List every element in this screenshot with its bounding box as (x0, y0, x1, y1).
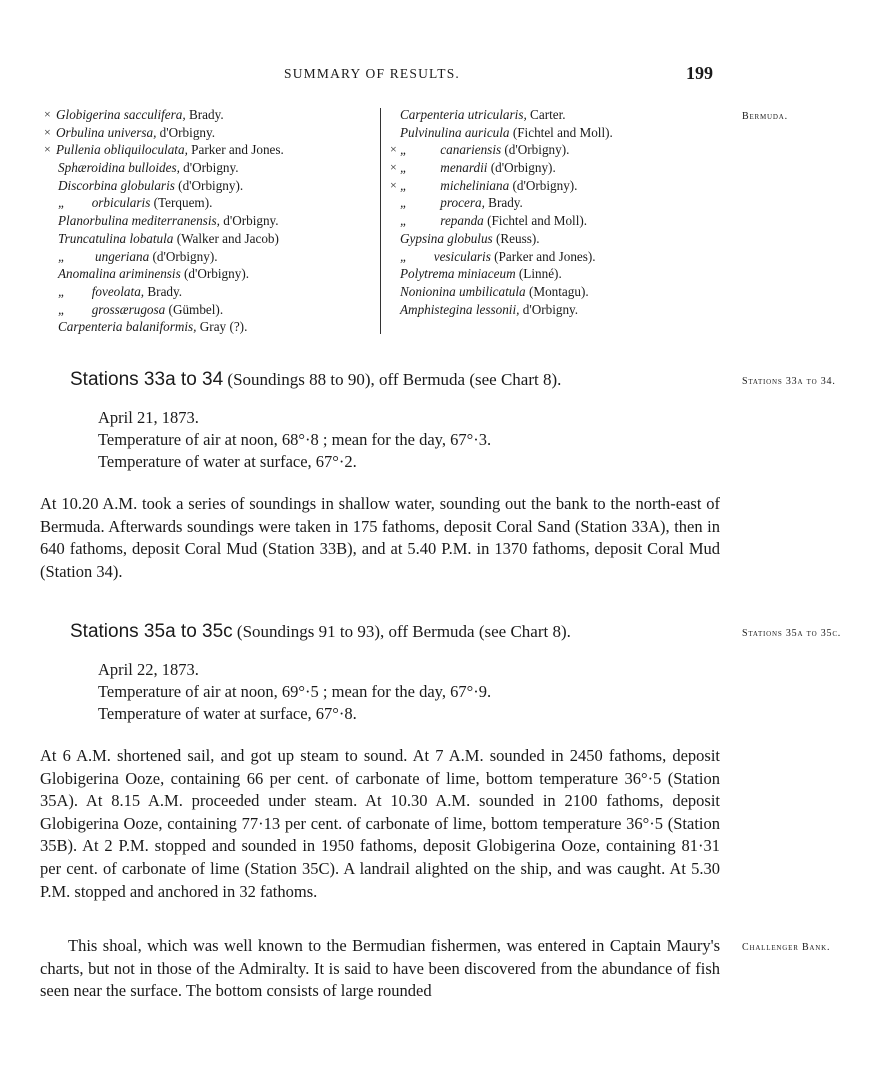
species-authority: d'Orbigny. (179, 160, 239, 176)
species-entry (44, 124, 380, 142)
species-name: „ micheliniana (400, 177, 510, 193)
species-entry (44, 265, 380, 283)
species-authority: (d'Orbigny). (180, 266, 250, 282)
air-temperature: Temperature of air at noon, 68°·8 ; mean for the day, 67°·3. (98, 430, 492, 449)
species-entry (44, 248, 380, 266)
species-name: Truncatulina lobatula (58, 230, 174, 246)
species-authority: (Terquem). (150, 195, 213, 211)
heading-details: (Soundings 88 to 90), off Bermuda (see Chart 8). (223, 370, 562, 389)
species-name: Anomalina ariminensis (58, 266, 181, 282)
species-entry (44, 141, 380, 159)
species-mark: × (390, 160, 397, 175)
observations-block (98, 659, 491, 725)
observations-block (98, 407, 491, 473)
header-title: SUMMARY OF RESULTS. (284, 66, 460, 81)
species-authority: d'Orbigny. (519, 301, 579, 317)
station-label: Stations 33a to 34 (70, 369, 224, 390)
species-entry (388, 194, 688, 212)
water-temperature: Temperature of water at surface, 67°·8. (98, 704, 357, 723)
paragraph-stations-35: At 6 A.M. shortened sail, and got up steam to sound. At 7 A.M. sounded in 2450 fathoms, deposit Globigerina Ooze, containing 66 per cent. of carbonate of lime, bottom temperature 36°·5 (Station 35A). At 8.15 A.M. proceeded under steam. At 10.30 A.M. sounded in 2100 fathoms, deposit Globigerina Ooze, containing 77·13 per cent. of carbonate of lime, bottom temperature 36°·5 (Station 35B). At 2 P.M. stopped and sounded in 1950 fathoms, deposit Globigerina Ooze, containing 81·31 per cent. of carbonate of lime (Station 35C). A landrail alighted on the ship, and was caught. At 5.30 P.M. stopped and anchored in 32 fathoms. (40, 746, 720, 901)
species-name: Polytrema miniaceum (400, 266, 516, 282)
species-name: Planorbulina mediterranensis, (58, 213, 220, 229)
species-entry (44, 283, 380, 301)
species-name: „ ungeriana (58, 248, 150, 264)
section-heading-stations-35 (70, 621, 571, 643)
species-entry (388, 159, 688, 177)
species-entry (44, 194, 380, 212)
species-name: Orbulina universa, (56, 124, 157, 140)
air-temperature: Temperature of air at noon, 69°·5 ; mean for the day, 67°·9. (98, 682, 492, 701)
paragraph-challenger-bank: This shoal, which was well known to the Bermudian fishermen, was entered in Captain Maury's charts, but not in those of the Admiralty. It is said to have been discovered from the abundance of fish seen near the surface. The bottom consists of large rounded (40, 936, 720, 1001)
species-authority: Brady. (484, 195, 523, 211)
species-authority: Brady. (144, 283, 183, 299)
species-entry (388, 177, 688, 195)
observation-date: April 22, 1873. (98, 660, 199, 679)
species-entry (388, 106, 688, 124)
species-name: „ canariensis (400, 142, 502, 158)
species-authority: (Montagu). (525, 283, 589, 299)
species-name: „ repanda (400, 213, 484, 229)
species-entry (44, 212, 380, 230)
species-authority: d'Orbigny. (156, 124, 216, 140)
species-entry (388, 124, 688, 142)
species-name: „ procera, (400, 195, 485, 211)
water-temperature: Temperature of water at surface, 67°·2. (98, 452, 357, 471)
species-authority: (d'Orbigny). (174, 177, 244, 193)
running-header (0, 63, 880, 86)
species-authority: Parker and Jones. (187, 142, 284, 158)
species-entry (44, 177, 380, 195)
section-heading-stations-33 (70, 369, 561, 391)
species-entry (44, 301, 380, 319)
species-authority: (Fichtel and Moll). (483, 213, 588, 229)
species-entry (44, 159, 380, 177)
species-authority: Gray (?). (196, 319, 248, 335)
species-mark: × (44, 124, 51, 139)
species-mark: × (390, 177, 397, 192)
species-authority: (d'Orbigny). (487, 160, 556, 176)
species-name: Carpenteria utricularis, (400, 107, 527, 122)
species-entry (44, 318, 380, 336)
species-name: Discorbina globularis (58, 177, 175, 193)
sidenote-stations-35: Stations 35a to 35c. (742, 628, 842, 639)
species-name: Pullenia obliquiloculata, (56, 142, 188, 158)
species-entry (388, 230, 688, 248)
sidenote-bermuda: Bermuda. (742, 111, 788, 122)
species-list-left (44, 106, 380, 336)
species-entry (388, 283, 688, 301)
species-authority: (d'Orbigny). (501, 142, 570, 158)
species-entry (388, 248, 688, 266)
species-entry (44, 230, 380, 248)
species-name: Amphistegina lessonii, (400, 301, 520, 317)
page-number: 199 (686, 63, 713, 83)
species-name: Nonionina umbilicatula (400, 283, 526, 299)
species-authority: Carter. (526, 107, 566, 122)
species-entry (388, 141, 688, 159)
species-entry (388, 265, 688, 283)
species-authority: (Gümbel). (165, 301, 224, 317)
species-name: Gypsina globulus (400, 230, 493, 246)
species-authority: (Reuss). (492, 230, 540, 246)
species-mark: × (44, 107, 51, 121)
species-entry (388, 301, 688, 319)
species-authority: (Fichtel and Moll). (509, 124, 613, 140)
species-name: Pulvinulina auricula (400, 124, 510, 140)
species-mark: × (390, 142, 397, 157)
species-authority: (Parker and Jones). (490, 248, 596, 264)
sidenote-challenger-bank: Challenger Bank. (742, 942, 831, 953)
observation-date: April 21, 1873. (98, 408, 199, 427)
species-list-right (388, 106, 688, 318)
column-divider (380, 108, 381, 334)
species-mark: × (44, 142, 51, 157)
species-entry (388, 212, 688, 230)
species-authority: (d'Orbigny). (149, 248, 218, 264)
species-authority: d'Orbigny. (219, 213, 279, 229)
species-name: „ vesicularis (400, 248, 491, 264)
species-name: „ menardii (400, 160, 488, 176)
species-name: Sphæroidina bulloides, (58, 160, 180, 176)
heading-details: (Soundings 91 to 93), off Bermuda (see Chart 8). (232, 622, 571, 641)
species-entry (44, 106, 380, 124)
species-name: „ foveolata, (58, 283, 145, 299)
species-name: Globigerina sacculifera, (56, 107, 186, 122)
station-label: Stations 35a to 35c (70, 621, 233, 642)
species-name: „ grossærugosa (58, 301, 166, 317)
species-name: „ orbicularis (58, 195, 151, 211)
species-authority: (Linné). (515, 266, 562, 282)
paragraph-stations-33: At 10.20 A.M. took a series of soundings in shallow water, sounding out the bank to the north-east of Bermuda. Afterwards soundings were taken in 175 fathoms, deposit Coral Sand (Station 33A), then in 640 fathoms, deposit Coral Mud (Station 33B), and at 5.40 P.M. in 1370 fathoms, deposit Coral Mud (Station 34). (40, 494, 720, 581)
species-authority: Brady. (185, 107, 224, 122)
species-authority: (d'Orbigny). (509, 177, 578, 193)
species-authority: (Walker and Jacob) (173, 230, 279, 246)
sidenote-stations-33: Stations 33a to 34. (742, 376, 836, 387)
species-name: Carpenteria balaniformis, (58, 319, 197, 335)
